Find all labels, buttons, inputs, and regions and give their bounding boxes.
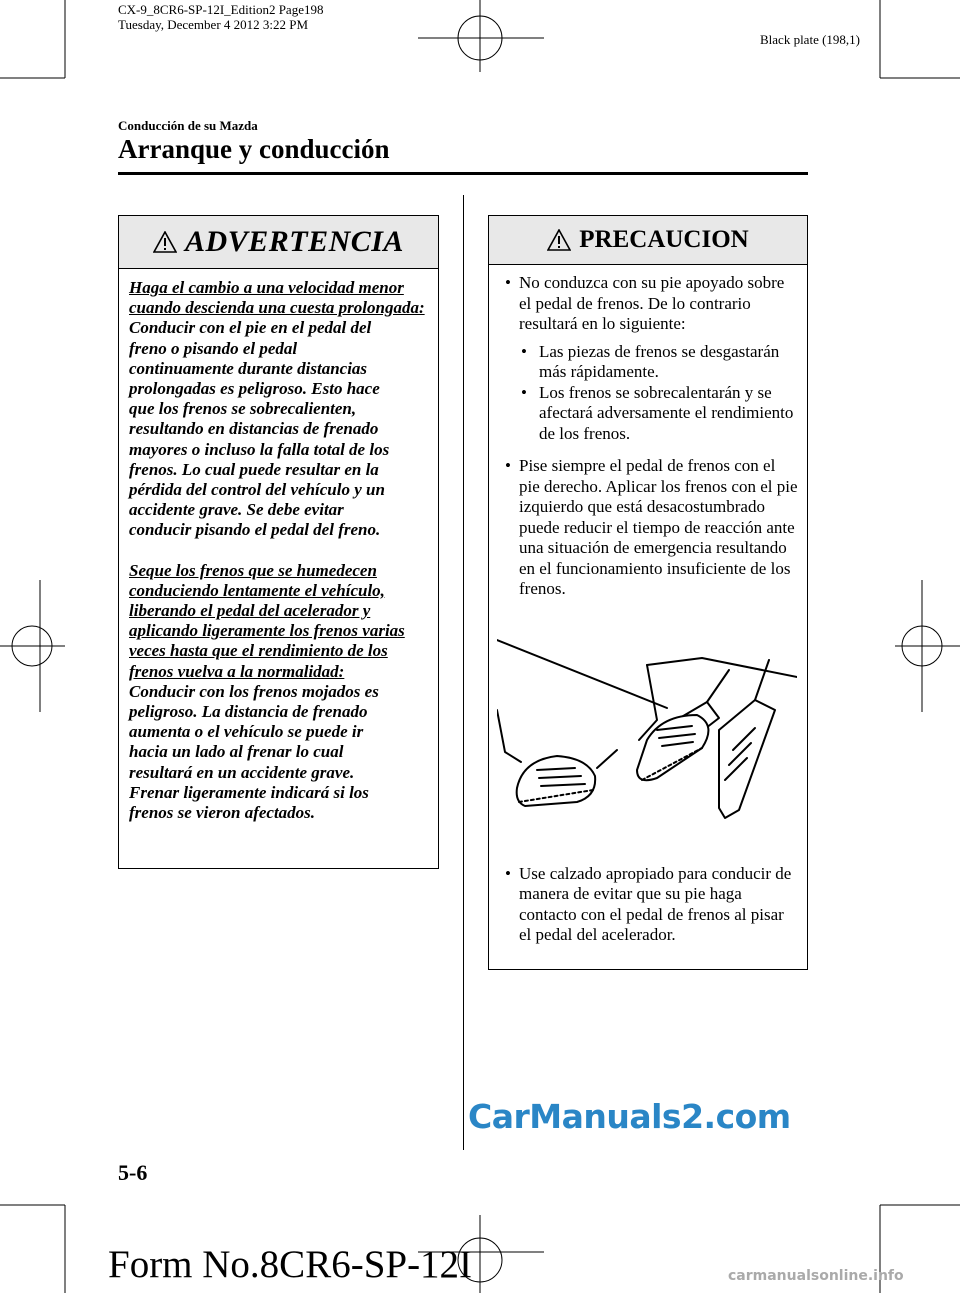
caution-bullet-3 — [501, 864, 799, 946]
warning-triangle-icon — [547, 229, 571, 251]
caution-bullet-1-text: No conduzca con su pie apoyado sobre el pedal de frenos. De lo contrario resultará en lo siguiente: — [519, 273, 785, 333]
warning-line: Conducir con el pie en el pedal del — [129, 318, 372, 338]
caution-bullet-2 — [501, 456, 799, 600]
warning-line: freno o pisando el pedal — [129, 338, 298, 358]
warning-line: conducir pisando el pedal del freno. — [129, 520, 381, 540]
warning-line: aumenta o el vehículo se puede ir — [129, 722, 364, 742]
bullet-dot: • — [505, 456, 511, 475]
warning-line: prolongadas es peligroso. Esto hace — [129, 379, 380, 399]
warning-paragraph-1 — [129, 318, 428, 540]
warning-box — [118, 215, 439, 869]
form-number-footer: Form No.8CR6-SP-12I — [108, 1243, 473, 1286]
warning-line: Conducir con los frenos mojados es — [129, 681, 379, 701]
caution-sub-2 — [501, 383, 799, 445]
caution-sub-1-text: Las piezas de frenos se desgastarán más rápidamente. — [539, 341, 780, 381]
print-header-line2: Tuesday, December 4 2012 3:22 PM — [118, 17, 309, 32]
warning-line: resultará en un accidente grave. — [129, 762, 355, 782]
column-divider — [463, 195, 464, 1150]
warning-line: mayores o incluso la falla total de los — [129, 439, 390, 459]
print-header-line1: CX-9_8CR6-SP-12I_Edition2 Page198 — [118, 2, 324, 17]
warning-line: hacia un lado al frenar lo cual — [129, 742, 344, 762]
caution-bullet-3-text: Use calzado apropiado para conducir de manera de evitar que su pie haga contacto con el pedal de frenos al pisar el pedal del acelerador. — [519, 863, 792, 944]
plate-label: Black plate (198,1) — [760, 32, 860, 47]
warning-line: resultando en distancias de frenado — [129, 419, 379, 439]
watermark-carmanuals2: CarManuals2.com — [468, 1097, 791, 1136]
foot-on-pedals-illustration — [497, 630, 797, 840]
warning-title: ADVERTENCIA — [185, 225, 404, 258]
warning-heading-1: Haga el cambio a una velocidad menor cuando descienda una cuesta prolongada: — [129, 278, 425, 318]
caution-title: PRECAUCION — [579, 226, 749, 253]
bullet-dot: • — [505, 273, 511, 292]
caution-sub-2-text: Los frenos se sobrecalentarán y se afectará adversamente el rendimiento de los frenos. — [539, 382, 794, 443]
caution-header — [489, 216, 807, 265]
warning-paragraph-2 — [129, 682, 428, 823]
warning-heading-2: Seque los frenos que se humedecen conduciendo lentamente el vehículo, liberando el pedal del acelerador y aplicando ligeramente los frenos varias veces hasta que el rendimiento de los frenos vuelva a la normalidad: — [129, 560, 405, 681]
page-number: 5-6 — [118, 1160, 148, 1185]
title-rule — [118, 172, 808, 175]
warning-body — [119, 269, 438, 823]
caution-bullet-2-text: Pise siempre el pedal de frenos con el pie derecho. Aplicar los frenos con el pie izquierdo que está desacostumbrado puede reducir el tiempo de reacción ante una situación de emergencia resultando en el funcionamiento insuficiente de los frenos. — [519, 456, 798, 598]
sub-bullet-dot: • — [521, 341, 527, 361]
section-label: Conducción de su Mazda — [118, 118, 258, 133]
warning-triangle-icon — [153, 231, 177, 253]
warning-header — [119, 216, 438, 269]
chapter-title: Arranque y conducción — [118, 134, 390, 164]
warning-line: peligroso. La distancia de frenado — [129, 702, 368, 722]
caution-bullet-1 — [501, 273, 799, 335]
caution-sub-1 — [501, 342, 799, 383]
warning-line: frenos se vieron afectados. — [129, 803, 316, 823]
sub-bullet-dot: • — [521, 382, 527, 402]
warning-line: continuamente durante distancias — [129, 358, 368, 378]
caution-box — [488, 215, 808, 970]
warning-line: pérdida del control del vehículo y un — [129, 480, 385, 500]
warning-line: que los frenos se sobrecalienten, — [129, 399, 357, 419]
caution-body — [489, 265, 807, 946]
watermark-carmanualsonline: carmanualsonline.info — [728, 1268, 904, 1284]
warning-line: accidente grave. Se debe evitar — [129, 500, 344, 520]
warning-line: frenos. Lo cual puede resultar en la — [129, 459, 379, 479]
print-header — [118, 2, 323, 32]
bullet-dot: • — [505, 863, 511, 883]
warning-line: Frenar ligeramente indicará si los — [129, 782, 369, 802]
